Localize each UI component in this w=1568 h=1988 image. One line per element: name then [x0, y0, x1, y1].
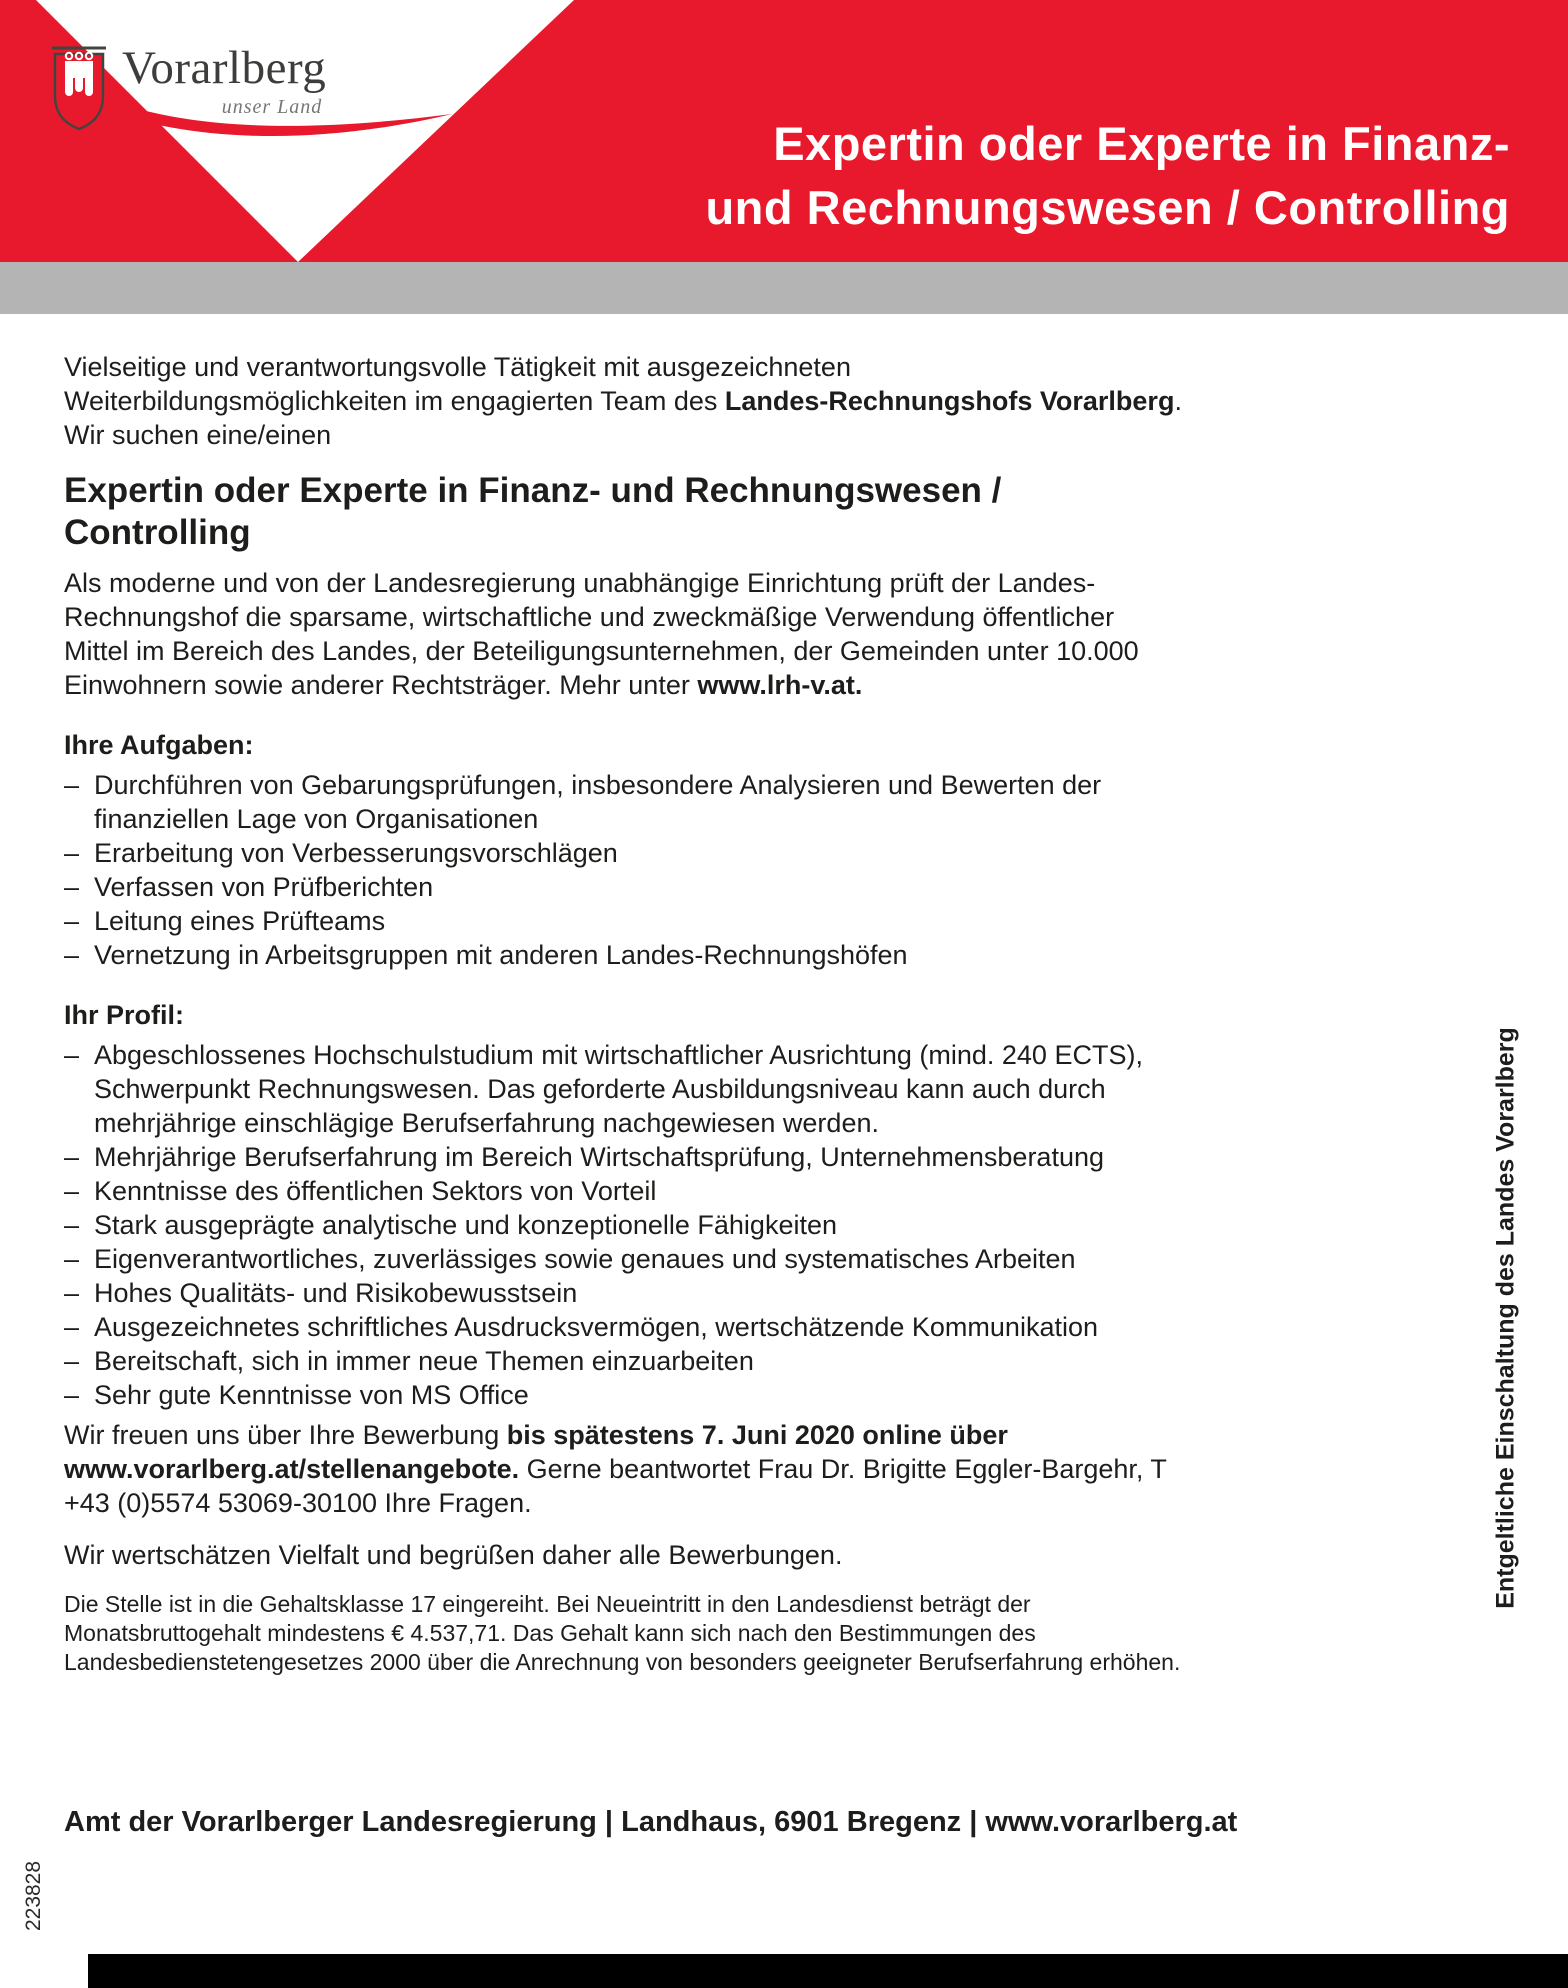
banner-title-line1: Expertin oder Experte in Finanz-: [773, 117, 1510, 170]
intro-paragraph: Vielseitige und verantwortungsvolle Tätigkeit mit ausgezeichneten Weiterbildungsmöglichkeiten im engagierten Team des Landes-Rechnungshofs Vorarlberg. Wir suchen eine/einen: [64, 352, 1182, 450]
footer-line: Amt der Vorarlberger Landesregierung | Landhaus, 6901 Bregenz | www.vorarlberg.at: [64, 1806, 1238, 1838]
coat-of-arms-icon: [50, 44, 108, 132]
logo-text: [122, 44, 326, 119]
salary-note: Die Stelle ist in die Gehaltsklasse 17 eingereiht. Bei Neueintritt in den Landesdienst beträgt der Monatsbruttogehalt mindestens € 4.537,71. Das Gehalt kann sich nach den Bestimmungen des Landesbedienstetengesetzes 2000 über die Anrechnung von besonders geeigneter Berufserfahrung erhöhen.: [64, 1591, 1181, 1675]
profile-item: – Mehrjährige Berufserfahrung im Bereich Wirtschaftsprüfung, Unternehmensberatung: [64, 1142, 1104, 1172]
task-item: – Erarbeitung von Verbesserungsvorschlägen: [64, 838, 618, 868]
header-band: [0, 0, 1568, 262]
profile-item: – Abgeschlossenes Hochschulstudium mit wirtschaftlicher Ausrichtung (mind. 240 ECTS), Schwerpunkt Rechnungswesen. Das geforderte Ausbildungsniveau kann auch durch mehrjährige einschlägige Berufserfahrung nachgewiesen werden.: [64, 1040, 1143, 1138]
bullet-dash: –: [64, 1278, 80, 1308]
task-item: – Durchführen von Gebarungsprüfungen, insbesondere Analysieren und Bewerten der finanziellen Lage von Organisationen: [64, 770, 1102, 834]
profile-item: – Kenntnisse des öffentlichen Sektors von Vorteil: [64, 1176, 657, 1206]
profile-item: – Bereitschaft, sich in immer neue Themen einzuarbeiten: [64, 1346, 754, 1376]
bullet-dash: –: [64, 1244, 80, 1274]
tasks-list: [64, 768, 1182, 972]
bullet-dash: –: [64, 906, 80, 936]
profile-item: – Ausgezeichnetes schriftliches Ausdrucksvermögen, wertschätzende Kommunikation: [64, 1312, 1098, 1342]
bullet-dash: –: [64, 1312, 80, 1342]
task-item: – Vernetzung in Arbeitsgruppen mit anderen Landes-Rechnungshöfen: [64, 940, 908, 970]
task-item: – Verfassen von Prüfberichten: [64, 872, 434, 902]
profile-list: [64, 1038, 1182, 1412]
logo-wordmark: Vorarlberg: [122, 42, 327, 94]
profile-item: – Sehr gute Kenntnisse von MS Office: [64, 1380, 529, 1410]
bullet-dash: –: [64, 1380, 80, 1410]
bullet-dash: –: [64, 940, 80, 970]
bullet-dash: –: [64, 1040, 80, 1070]
bottom-bar: [88, 1954, 1568, 1988]
banner-title: [705, 112, 1510, 240]
profile-item: – Eigenverantwortliches, zuverlässiges sowie genaues und systematisches Arbeiten: [64, 1244, 1076, 1274]
application-paragraph: Wir freuen uns über Ihre Bewerbung bis spätestens 7. Juni 2020 online über www.vorarlberg.at/stellenangebote. Gerne beantwortet Frau Dr. Brigitte Eggler-Bargehr, T +43 (0)5574 53069-30100 Ihre Fragen.: [64, 1420, 1167, 1518]
logo-tagline: unser Land: [221, 96, 323, 118]
diversity-paragraph: Wir wertschätzen Vielfalt und begrüßen daher alle Bewerbungen.: [64, 1540, 843, 1570]
bullet-dash: –: [64, 1210, 80, 1240]
bullet-dash: –: [64, 770, 80, 800]
tasks-title: Ihre Aufgaben:: [64, 730, 254, 760]
profile-item: – Hohes Qualitäts- und Risikobewusstsein: [64, 1278, 578, 1308]
bullet-dash: –: [64, 872, 80, 902]
bullet-dash: –: [64, 1176, 80, 1206]
side-note: Entgeltliche Einschaltung des Landes Vorarlberg: [1491, 1027, 1520, 1609]
print-code: 223828: [22, 1860, 45, 1932]
logo: [50, 44, 326, 132]
profile-item: – Stark ausgeprägte analytische und konzeptionelle Fähigkeiten: [64, 1210, 837, 1240]
banner-title-line2: und Rechnungswesen / Controlling: [705, 181, 1510, 234]
gray-divider-band: [0, 262, 1568, 314]
bullet-dash: –: [64, 1346, 80, 1376]
ad-body: [64, 350, 1182, 1695]
about-paragraph: Als moderne und von der Landesregierung unabhängige Einrichtung prüft der Landes-Rechnungshof die sparsame, wirtschaftliche und zweckmäßige Verwendung öffentlicher Mittel im Bereich des Landes, der Beteiligungsunternehmen, der Gemeinden unter 10.000 Einwohnern sowie anderer Rechtsträger. Mehr unter www.lrh-v.at.: [64, 568, 1139, 700]
task-item: – Leitung eines Prüfteams: [64, 906, 386, 936]
bullet-dash: –: [64, 838, 80, 868]
profile-title: Ihr Profil:: [64, 1000, 184, 1030]
position-heading: Expertin oder Experte in Finanz- und Rechnungswesen / Controlling: [64, 471, 1002, 552]
bullet-dash: –: [64, 1142, 80, 1172]
